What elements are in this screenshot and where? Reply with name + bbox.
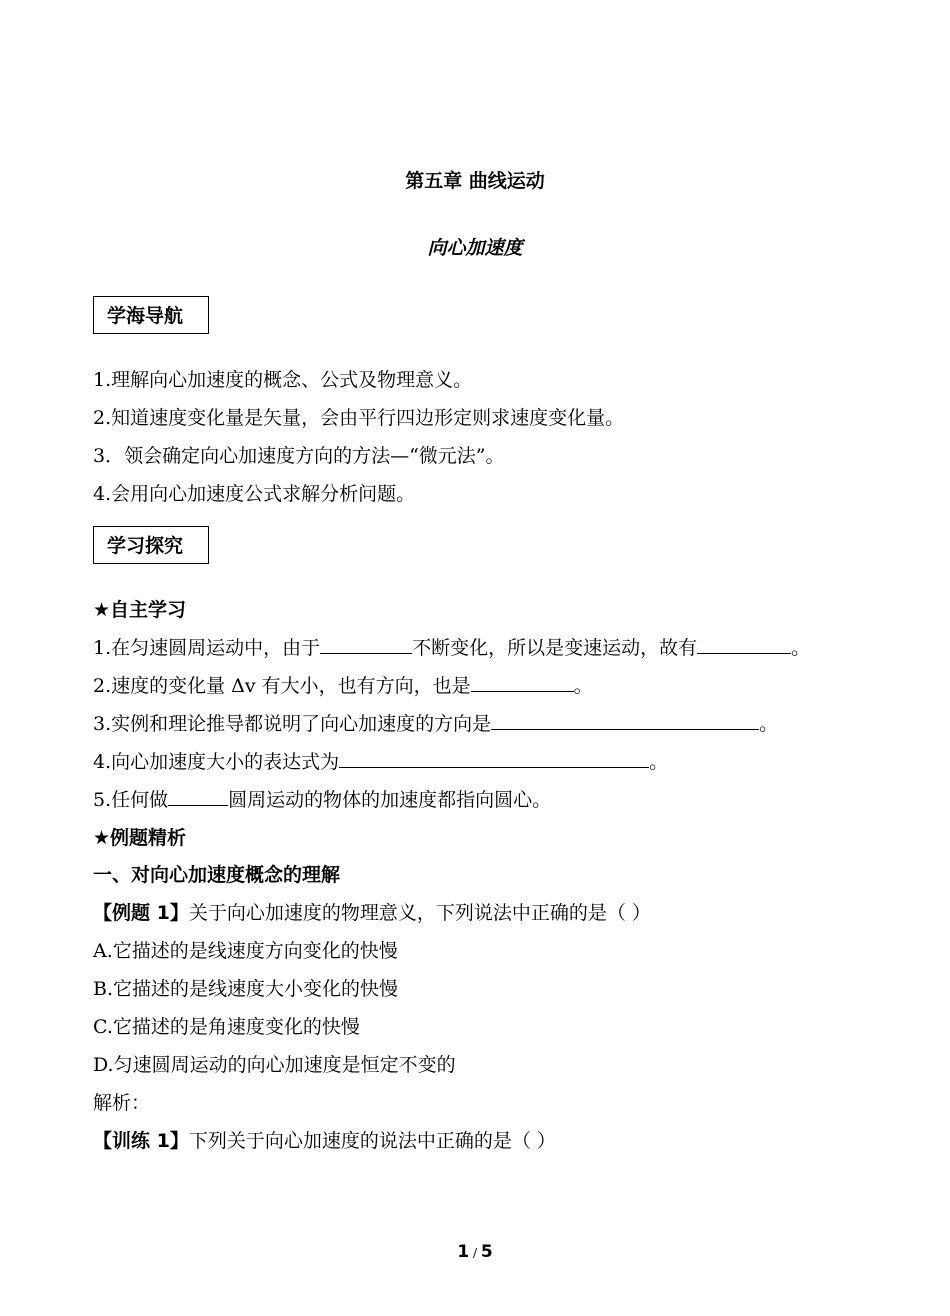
goal-4: 4.会用向心加速度公式求解分析问题。	[93, 483, 416, 505]
option-c: C.它描述的是角速度变化的快慢	[93, 1016, 360, 1038]
question-5-text-b: 圆周运动的物体的加速度都指向圆心。	[228, 789, 552, 811]
page-total: 5	[480, 1242, 493, 1262]
question-3	[93, 711, 778, 736]
question-5	[93, 787, 551, 812]
page-footer	[0, 1242, 950, 1262]
training-1-tag: 【训练 1】	[93, 1130, 189, 1152]
question-1	[93, 635, 810, 660]
section-box-study-guide: 学海导航	[93, 296, 209, 334]
answer-blank-1a[interactable]	[320, 635, 412, 654]
section-box-inquiry: 学习探究	[93, 526, 209, 564]
question-4-text-a: 4.向心加速度大小的表达式为	[93, 751, 340, 773]
answer-blank-1b[interactable]	[697, 635, 791, 654]
question-1-text-c: 。	[791, 637, 811, 659]
page-separator: /	[469, 1246, 481, 1260]
example-1-tag: 【例题 1】	[93, 902, 189, 924]
answer-blank-5[interactable]	[168, 787, 228, 806]
question-4	[93, 749, 668, 774]
answer-blank-2[interactable]	[471, 673, 574, 692]
goal-1: 1.理解向心加速度的概念、公式及物理意义。	[93, 369, 473, 391]
example-1-text: 关于向心加速度的物理意义，下列说法中正确的是（ ）	[188, 902, 651, 924]
question-5-text-a: 5.任何做	[93, 789, 169, 811]
goal-2: 2.知道速度变化量是矢量，会由平行四边形定则求速度变化量。	[93, 407, 625, 429]
question-1-text-a: 1.在匀速圆周运动中，由于	[93, 637, 321, 659]
goal-3: 3．领会确定向心加速度方向的方法—“微元法”。	[93, 445, 505, 467]
question-3-text-a: 3.实例和理论推导都说明了向心加速度的方向是	[93, 713, 492, 735]
option-a: A.它描述的是线速度方向变化的快慢	[93, 940, 398, 962]
training-1	[93, 1129, 556, 1153]
page-number: 1	[457, 1242, 470, 1262]
option-b: B.它描述的是线速度大小变化的快慢	[93, 978, 399, 1000]
option-d: D.匀速圆周运动的向心加速度是恒定不变的	[93, 1054, 456, 1076]
example-1	[93, 901, 651, 925]
self-study-heading: ★自主学习	[93, 599, 187, 621]
answer-blank-4[interactable]	[339, 749, 649, 768]
question-2-text-b: 。	[573, 675, 593, 697]
question-4-text-b: 。	[649, 751, 669, 773]
analysis-label: 解析：	[93, 1092, 151, 1114]
question-1-text-b: 不断变化，所以是变速运动，故有	[412, 637, 698, 659]
chapter-title: 第五章 曲线运动	[405, 170, 545, 192]
answer-blank-3[interactable]	[491, 711, 759, 730]
training-1-text: 下列关于向心加速度的说法中正确的是（ ）	[188, 1130, 556, 1152]
section-title: 向心加速度	[427, 237, 523, 259]
examples-heading: ★例题精析	[93, 827, 187, 849]
question-2-text-a: 2.速度的变化量 Δv 有大小，也有方向，也是	[93, 675, 471, 697]
subsection-heading-1: 一、对向心加速度概念的理解	[93, 864, 341, 886]
question-2	[93, 673, 593, 698]
question-3-text-b: 。	[759, 713, 779, 735]
